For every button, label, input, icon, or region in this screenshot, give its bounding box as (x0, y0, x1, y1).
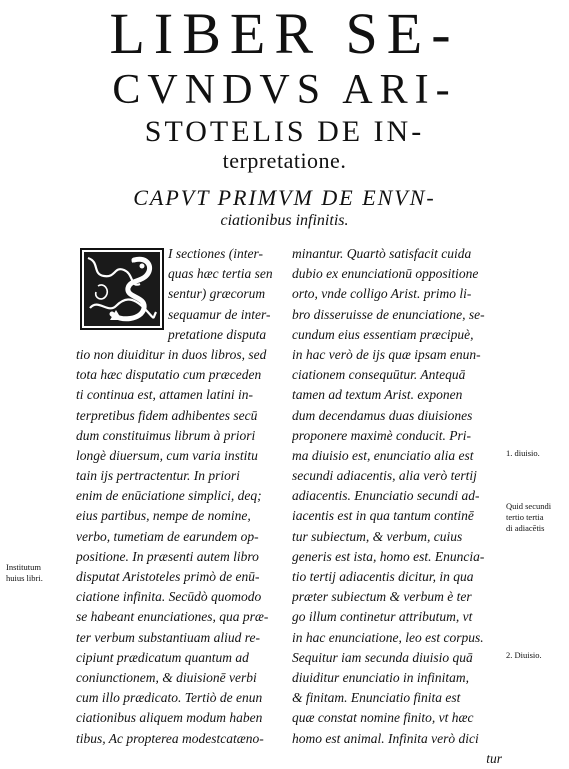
text-line: bro disseruisse de enunciatione, se- (292, 306, 485, 322)
text-line: homo est animal. Infinita verò dici (292, 730, 479, 746)
margin-note-line: Quid secundi (506, 501, 552, 511)
title-line-1: LIBER SE- (109, 1, 460, 66)
text-line: adiacentis. Enunciatio secundi ad- (292, 488, 480, 504)
text-line: longè diuersum, cum varia institu (76, 447, 258, 463)
chapter-heading-line-2: ciationibus infinitis. (220, 212, 349, 229)
margin-note-definitions (506, 501, 551, 534)
text-line: dubio ex enunciationū oppositione (292, 266, 479, 282)
text-line: tain ijs pertractentur. In priori (76, 468, 240, 484)
text-line: tamen ad textum Arist. exponen (292, 387, 463, 403)
text-line: sequamur de inter- (168, 306, 271, 322)
text-line: se habeant enunciationes, qua præ- (76, 609, 269, 625)
text-line: tota hæc disputatio cum præceden (76, 367, 262, 383)
text-line: ciationem consequūtur. Antequā (292, 367, 466, 383)
text-line: cipiunt prædicatum quantum ad (76, 649, 249, 665)
text-line: orto, vnde colligo Arist. primo li- (292, 286, 472, 302)
text-line: dum decendamus duas diuisiones (292, 407, 473, 423)
text-line: tur subiectum, & verbum, cuius (292, 528, 463, 544)
margin-note-line: Institutum (6, 562, 41, 572)
text-line: Sequitur iam secunda diuisio quā (292, 649, 473, 665)
text-line: enim de enūciatione simplici, deq; (76, 488, 262, 504)
dropcap-letter: S (143, 298, 144, 299)
text-line: disputat Aristoteles primò de enū- (76, 569, 260, 584)
text-line: in hac verò de ijs quæ ipsam enun- (292, 346, 481, 362)
text-line: præter subiectum & verbum è ter (292, 589, 472, 605)
text-line: dum constituimus librum à priori (76, 427, 256, 443)
text-line: ciationibus aliquem modum haben (76, 710, 263, 726)
text-line: verbo, tumetiam de earundem op- (76, 528, 259, 544)
text-line: go illum continetur attributum, vt (292, 609, 473, 625)
text-line: eius partibus, nempe de nomine, (76, 508, 251, 524)
margin-note-line: tertio tertia (506, 512, 544, 522)
text-line: ter verbum substantiuam aliud re- (76, 629, 260, 645)
text-line: quas hæc tertia sen (168, 266, 273, 282)
margin-note-institutum (6, 562, 43, 584)
text-line: ma diuisio est, enunciatio alia est (292, 447, 474, 463)
margin-note-first-division (506, 448, 540, 459)
margin-note-line: huius libri. (6, 573, 43, 583)
text-line: sentur) græcorum (168, 286, 266, 302)
text-line: iacentis est in qua tantum continē (292, 508, 474, 524)
margin-note-line: di adiacētis (506, 523, 545, 533)
text-line: diuiditur enunciatio in infinitam, (292, 669, 469, 685)
text-line: proponere maximè conducit. Pri- (292, 427, 471, 443)
text-line: pretatione disputa (168, 326, 267, 342)
title-line-2: CVNDVS ARI- (112, 67, 457, 113)
text-line: coniunctionem, & diuisionē verbi (76, 669, 257, 685)
text-line: cundum eius essentiam præcipuè, (292, 326, 474, 342)
text-line: I sectiones (inter- (168, 246, 263, 261)
text-line: tio non diuiditur in duos libros, sed (76, 346, 267, 362)
margin-note-second-division (506, 650, 542, 661)
text-line: cum illo prædicato. Tertiò de enun (76, 690, 263, 706)
text-line: tur (486, 750, 502, 766)
right-text-column (292, 244, 502, 769)
title-line-3: STOTELIS DE IN- (144, 115, 425, 148)
text-line: in hac enunciatione, leo est corpus. (292, 629, 484, 645)
text-line: minantur. Quartò satisfacit cuida (292, 246, 472, 261)
text-line: & finitam. Enunciatio finita est (292, 690, 461, 706)
margin-note-line: 2. Diuisio. (506, 650, 542, 660)
text-line: ti continua est, attamen latini in- (76, 387, 253, 403)
title-line-4: terpretatione. (222, 148, 347, 173)
text-line: terpretibus fidem adhibentes secū (76, 407, 258, 423)
chapter-heading-line-1: CAPVT PRIMVM DE ENVN- (133, 185, 436, 210)
text-line: tio tertij adiacentis dicitur, in qua (292, 569, 474, 584)
text-line: positione. In præsenti autem libro (76, 548, 259, 564)
text-line: generis est ista, homo est. Enuncia- (292, 548, 485, 564)
margin-note-line: 1. diuisio. (506, 448, 540, 458)
text-line: ciatione infinita. Secūdò quomodo (76, 589, 262, 605)
text-line: tibus, Ac propterea modestcatæno- (76, 730, 264, 746)
text-line: quæ constat nomine finito, vt hæc (292, 710, 474, 726)
text-line: secundi adiacentis, alia verò tertij (292, 468, 477, 484)
left-text-column (76, 244, 282, 749)
